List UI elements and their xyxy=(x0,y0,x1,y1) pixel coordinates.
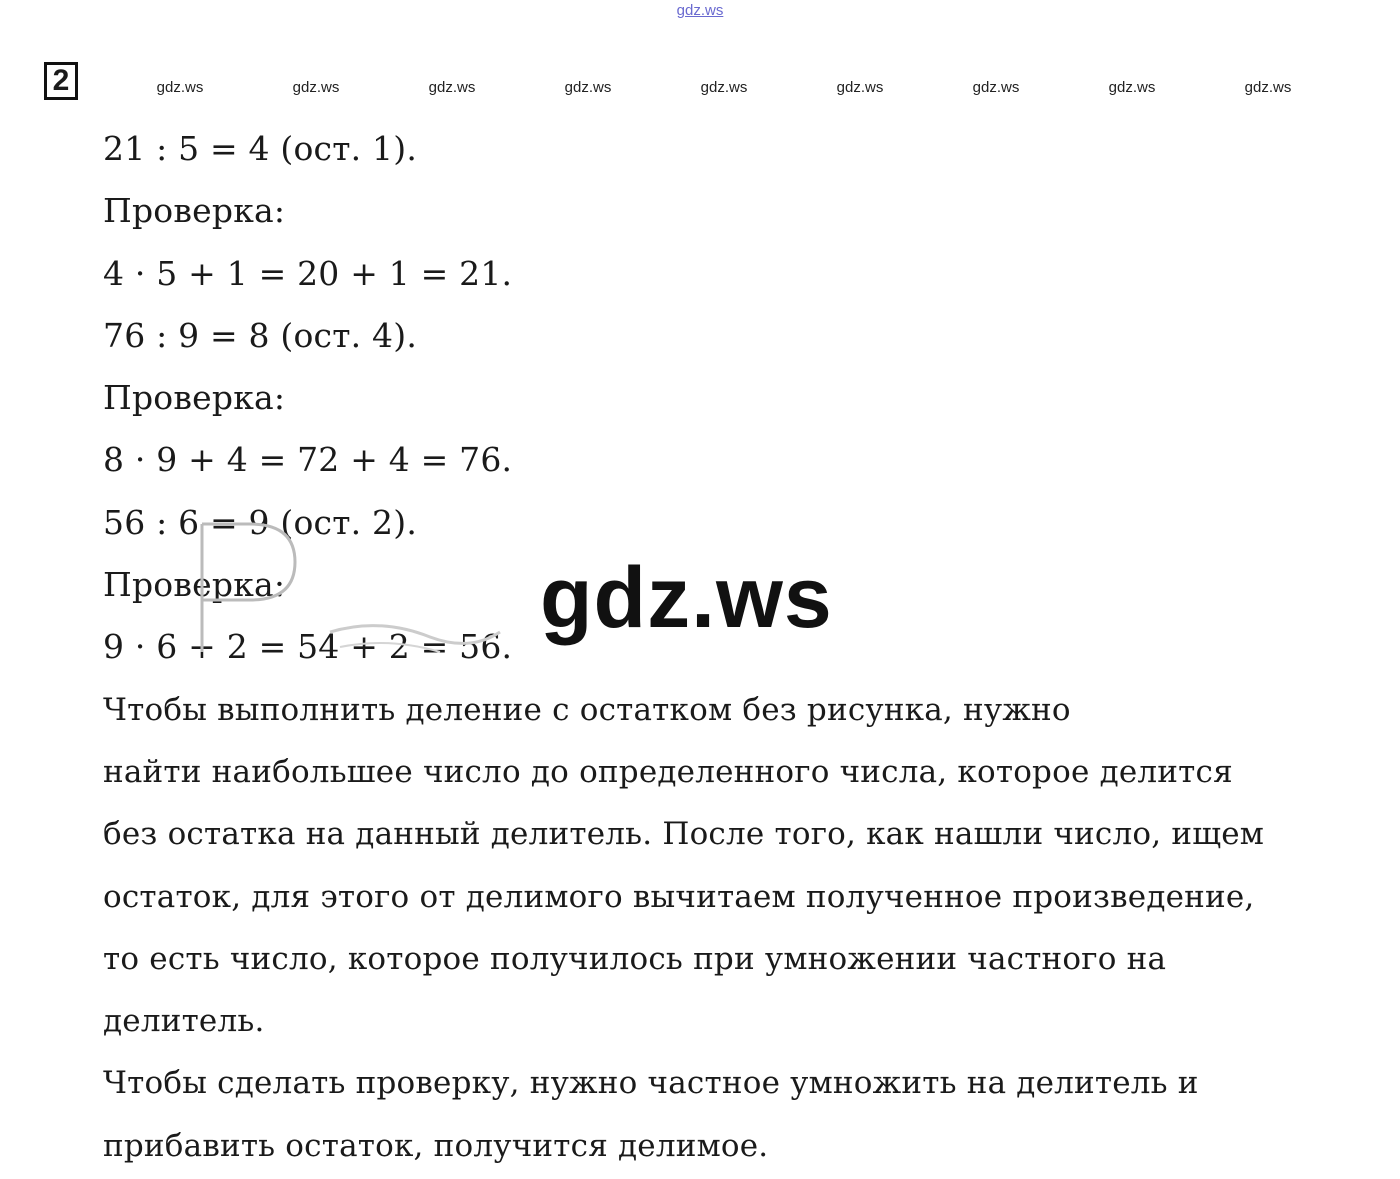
watermark-text: gdz.ws xyxy=(1244,79,1292,96)
top-watermark-link[interactable]: gdz.ws xyxy=(676,2,724,19)
watermark-text: gdz.ws xyxy=(972,79,1020,96)
watermark-row xyxy=(130,79,1340,99)
solution-line: 76 : 9 = 8 (ост. 4). xyxy=(103,315,418,355)
solution-line: 21 : 5 = 4 (ост. 1). xyxy=(103,129,418,168)
watermark-text: gdz.ws xyxy=(156,79,204,96)
explanation-line: Чтобы выполнить деление с остатком без рисунка, нужно xyxy=(103,691,1071,728)
explanation-line: без остатка на данный делитель. После того, как нашли число, ищем xyxy=(103,816,1265,853)
watermark-text: gdz.ws xyxy=(836,79,884,96)
solution-line: 56 : 6 = 9 (ост. 2). xyxy=(103,502,418,542)
solution-line: 4 · 5 + 1 = 20 + 1 = 21. xyxy=(103,253,513,293)
solution-line: 8 · 9 + 4 = 72 + 4 = 76. xyxy=(103,440,513,480)
explanation-line: остаток, для этого от делимого вычитаем полученное произведение, xyxy=(103,878,1255,915)
watermark-text: gdz.ws xyxy=(1108,79,1156,96)
center-watermark: gdz.ws xyxy=(540,550,833,646)
watermark-text: gdz.ws xyxy=(700,79,748,96)
watermark-text: gdz.ws xyxy=(292,79,340,96)
explanation-line: Чтобы сделать проверку, нужно частное умножить на делитель и xyxy=(103,1065,1199,1102)
solution-line: Проверка: xyxy=(103,191,286,231)
watermark-text: gdz.ws xyxy=(428,79,476,96)
watermark-text: gdz.ws xyxy=(564,79,612,96)
explanation-line: то есть число, которое получилось при умножении частного на xyxy=(103,940,1167,977)
solution-line: Проверка: xyxy=(103,378,286,418)
task-number-badge: 2 xyxy=(44,62,78,100)
explanation-line: прибавить остаток, получится делимое. xyxy=(103,1127,769,1164)
explanation-paragraph xyxy=(103,679,1343,1177)
solution-line: Проверка: xyxy=(103,565,286,605)
explanation-line: делитель. xyxy=(103,1003,265,1040)
solution-line: 9 · 6 + 2 = 54 + 2 = 56. xyxy=(103,627,513,667)
explanation-line: найти наибольшее число до определенного числа, которое делится xyxy=(103,753,1233,790)
